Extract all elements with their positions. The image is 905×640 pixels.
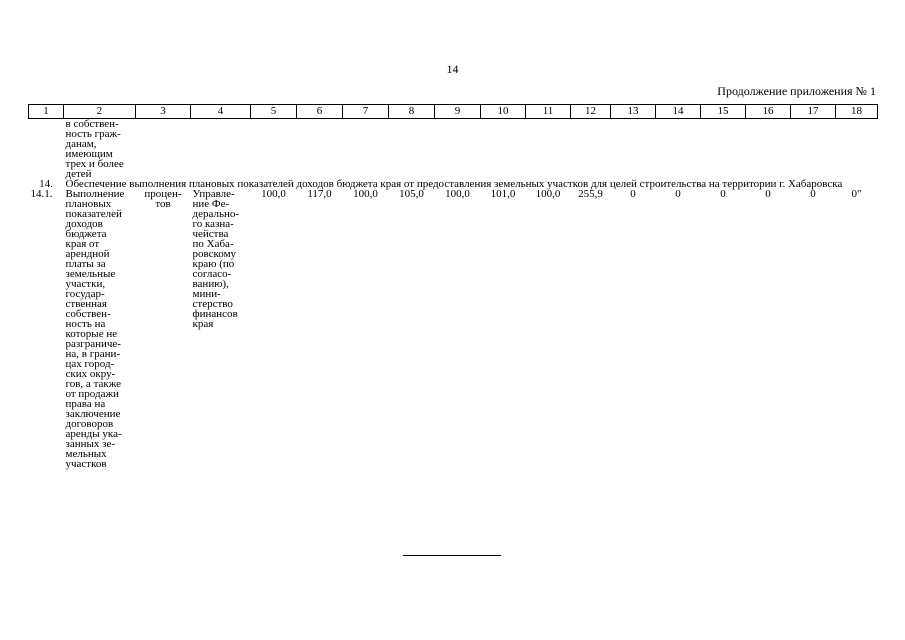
value-cell: 117,0 — [307, 188, 332, 200]
header-col-3: 3 — [136, 105, 191, 119]
value-cell: 0 — [630, 188, 636, 200]
table-row — [29, 189, 878, 469]
section-number: 14. — [39, 178, 53, 190]
value-cell: 0 — [810, 188, 816, 200]
header-col-10: 10 — [481, 105, 526, 119]
table-row-continued — [29, 119, 878, 180]
continued-name-cell: в собствен- ность граж- данам, имеющим трех и более детей — [65, 118, 124, 180]
continuation-label: Продолжение приложения № 1 — [717, 84, 876, 98]
value-cell: 100,0 — [353, 188, 378, 200]
value-cell: 100,0 — [535, 188, 561, 200]
value-cell: 100,0 — [261, 188, 286, 200]
row-executor: Управле- ние Фе- дерально- го казна- чейства по Хаба- ровскому краю (по согласо- ванию), мини- стерство финансов края — [192, 188, 240, 330]
header-col-7: 7 — [343, 105, 389, 119]
header-col-17: 17 — [791, 105, 836, 119]
value-cell: 255,9 — [578, 188, 603, 200]
row-number: 14.1. — [30, 188, 53, 200]
header-row — [29, 105, 878, 119]
section-title: Обеспечение выполнения плановых показателей доходов бюджета края от предоставления земельных участков для целей строительства на территории г. Хабаровска — [65, 178, 843, 190]
header-col-16: 16 — [746, 105, 791, 119]
header-col-5: 5 — [251, 105, 297, 119]
header-col-15: 15 — [701, 105, 746, 119]
header-col-2: 2 — [64, 105, 136, 119]
header-col-6: 6 — [297, 105, 343, 119]
page-number: 14 — [446, 62, 459, 76]
row-unit: процен- тов — [144, 188, 182, 210]
footer-divider — [403, 555, 501, 556]
header-col-8: 8 — [389, 105, 435, 119]
value-cell: 0 — [720, 188, 726, 200]
header-col-1: 1 — [29, 105, 64, 119]
value-cell: 105,0 — [399, 188, 424, 200]
header-col-12: 12 — [571, 105, 611, 119]
row-name: Выполнение плановых показателей доходов бюджета края от арендной платы за земельные участки, государ- ственная собствен- ность на которые не разграниче- на, в грани- цах город- ских окру- гов, а также от продажи права на заключение договоров аренды ука- занных зе- мельных участков — [65, 188, 125, 470]
header-col-11: 11 — [526, 105, 571, 119]
header-col-18: 18 — [836, 105, 878, 119]
value-cell: 0 — [765, 188, 771, 200]
value-cell: 0 — [675, 188, 681, 200]
header-col-14: 14 — [656, 105, 701, 119]
value-cell: 101,0 — [490, 188, 516, 200]
value-cell: 100,0 — [445, 188, 470, 200]
header-col-13: 13 — [611, 105, 656, 119]
header-col-4: 4 — [191, 105, 251, 119]
header-col-9: 9 — [435, 105, 481, 119]
value-cell: 0" — [851, 188, 862, 200]
document-table — [28, 104, 878, 469]
